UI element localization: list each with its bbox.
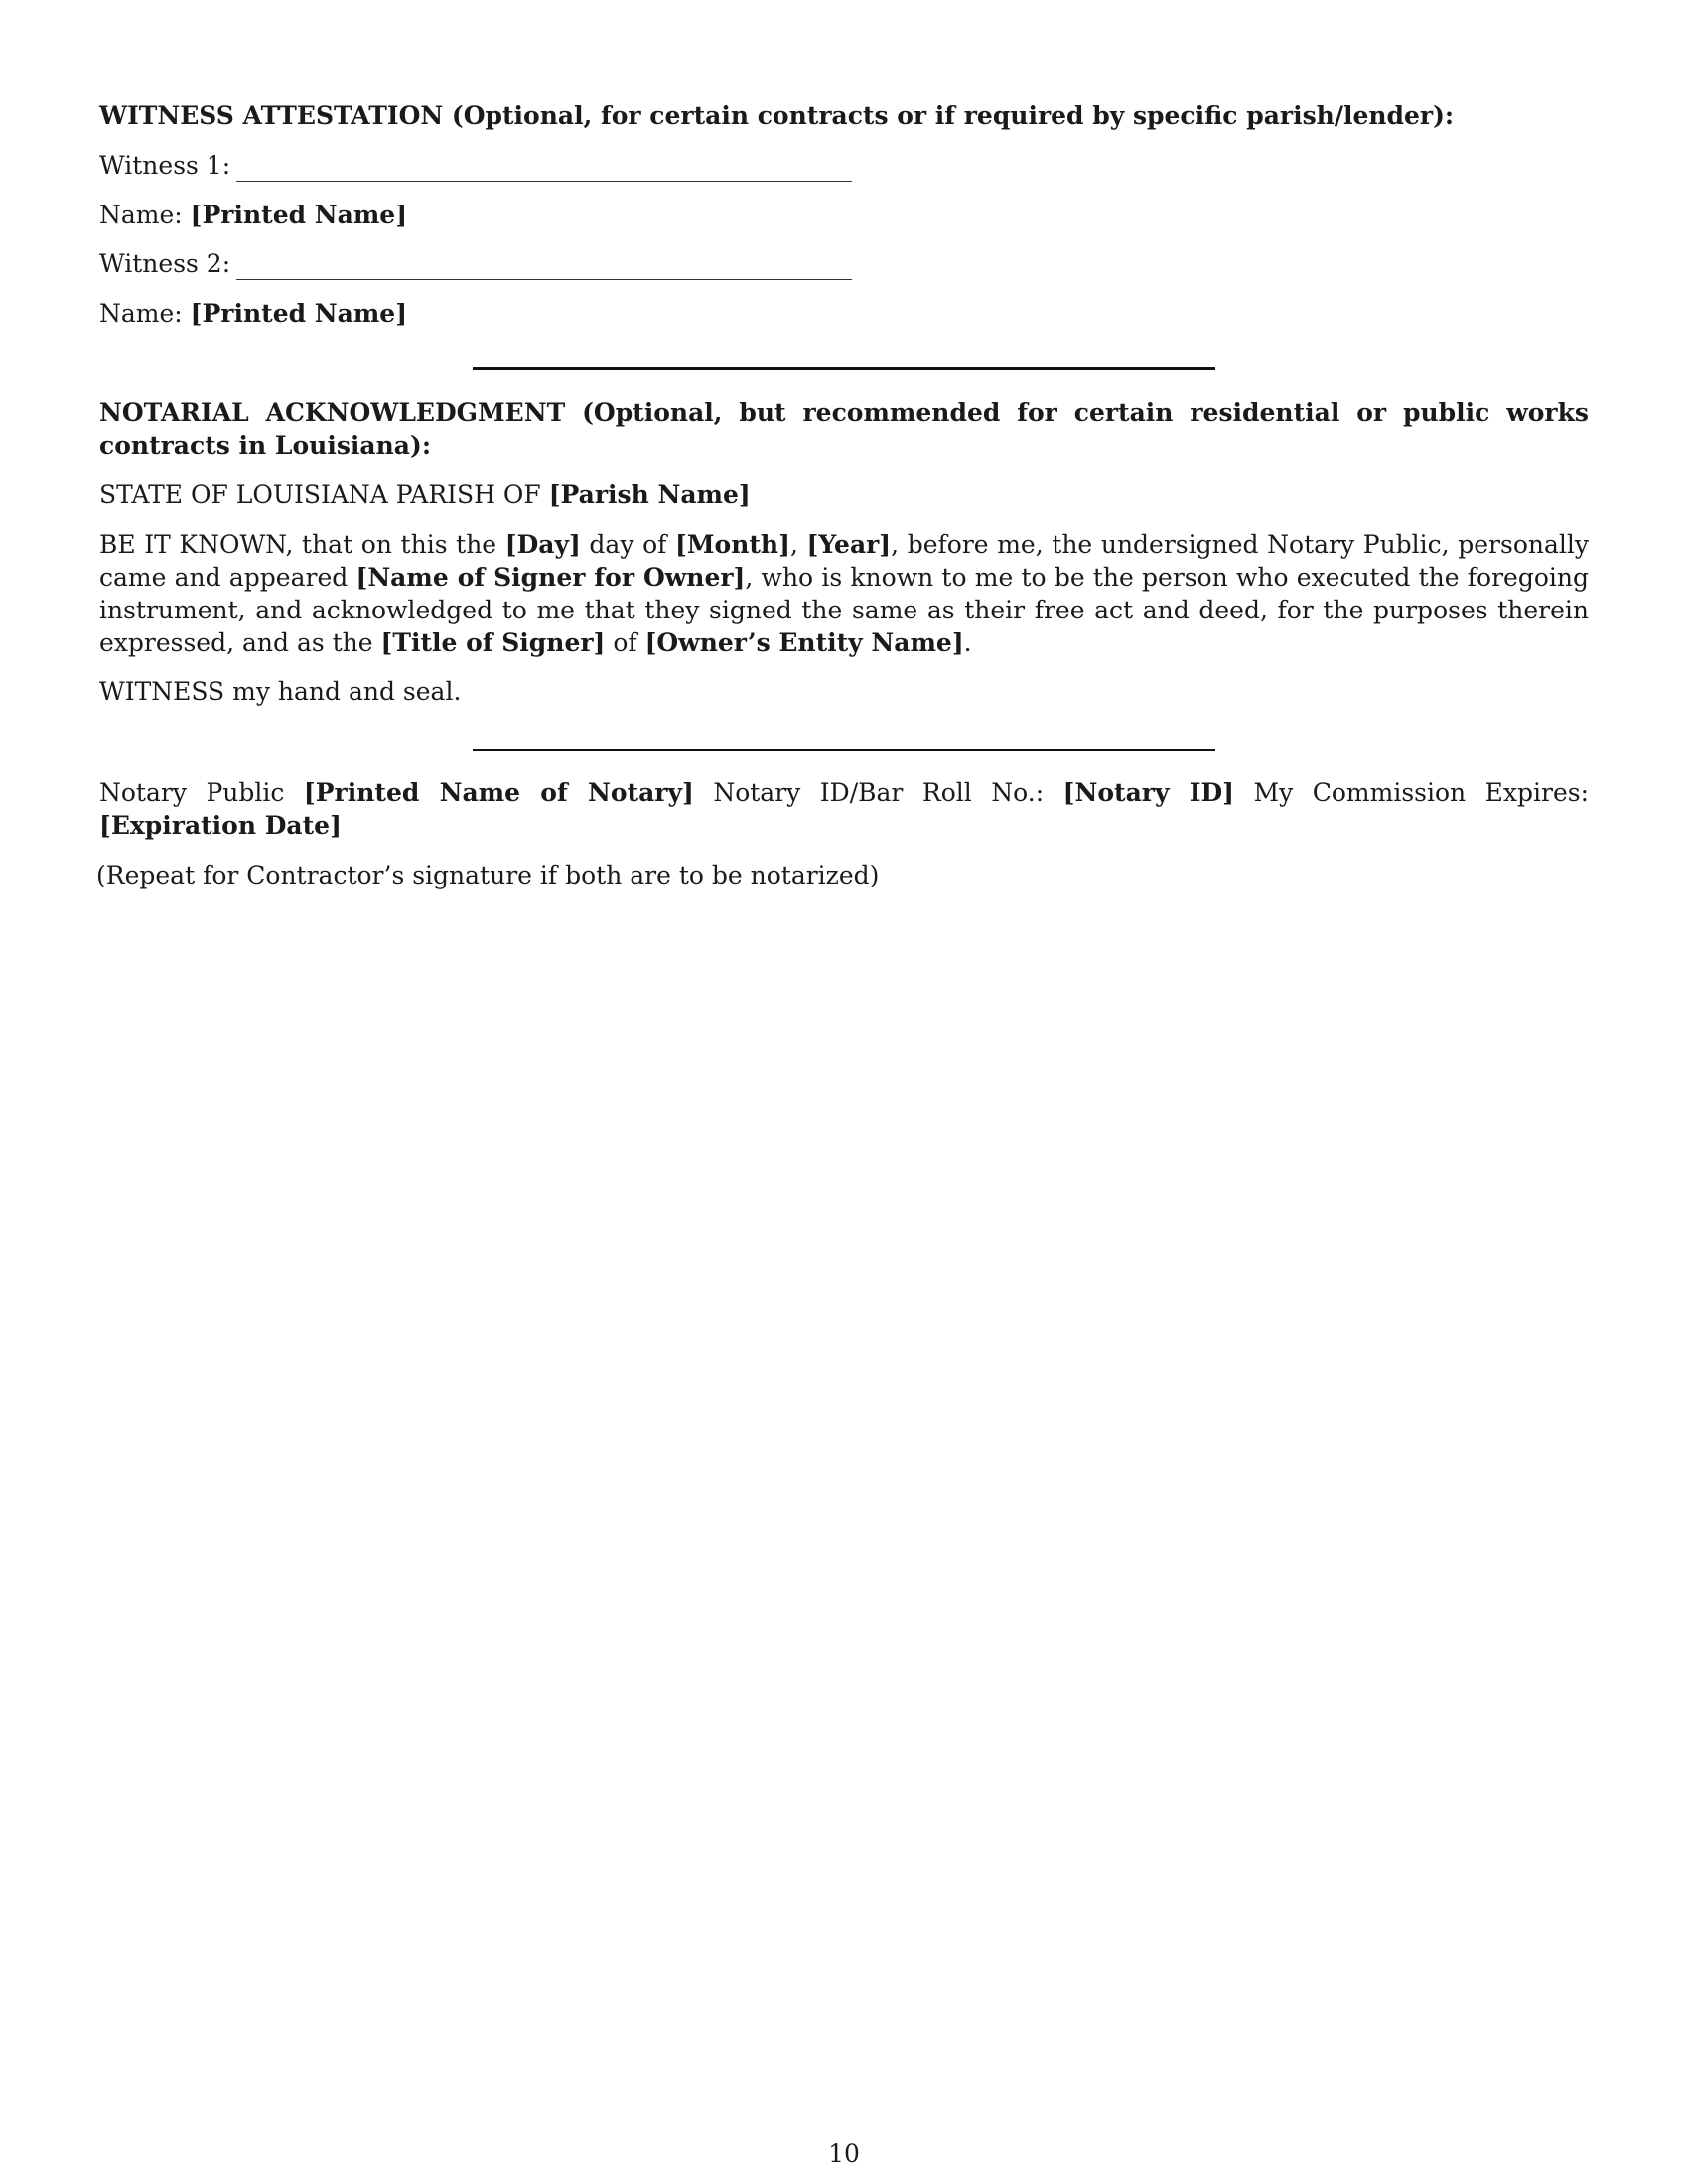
day-placeholder: [Day] bbox=[504, 530, 581, 559]
known-text-6: of bbox=[605, 628, 645, 657]
name-2-label: Name: bbox=[99, 299, 183, 328]
page-number: 10 bbox=[828, 2139, 860, 2168]
be-it-known-paragraph bbox=[99, 528, 1589, 659]
document-page bbox=[96, 0, 1590, 2184]
notary-footer bbox=[99, 776, 1589, 842]
parish-name-placeholder: [Parish Name] bbox=[548, 480, 751, 509]
known-text-1: BE IT KNOWN, that on this the bbox=[99, 530, 505, 559]
notary-public-label: Notary Public bbox=[99, 778, 304, 807]
signer-name-placeholder: [Name of Signer for Owner] bbox=[355, 563, 746, 592]
state-parish-line bbox=[99, 478, 1589, 511]
known-text-2: day of bbox=[580, 530, 676, 559]
section-divider bbox=[473, 367, 1215, 370]
notary-printed-name-placeholder: [Printed Name of Notary] bbox=[303, 778, 694, 807]
witness-1-name-row bbox=[99, 199, 1589, 231]
notary-id-placeholder: [Notary ID] bbox=[1062, 778, 1234, 807]
state-parish-prefix: STATE OF LOUISIANA PARISH OF bbox=[99, 480, 549, 509]
notary-id-label: Notary ID/Bar Roll No.: bbox=[693, 778, 1063, 807]
witness-2-name-row bbox=[99, 297, 1589, 330]
witness-1-signature-line[interactable] bbox=[236, 155, 852, 182]
known-text-5: , who is known to me to be the person who executed the foregoing instrument, and acknowledged to me that they signed the same as their free act and deed, for the purposes therein expressed, and as the bbox=[99, 563, 1590, 657]
repeat-note: (Repeat for Contractor’s signature if both are to be notarized) bbox=[96, 861, 880, 889]
witness-1-label: Witness 1: bbox=[99, 151, 231, 180]
signer-title-placeholder: [Title of Signer] bbox=[380, 628, 606, 657]
owner-entity-placeholder: [Owner’s Entity Name] bbox=[644, 628, 964, 657]
known-text-3: , bbox=[789, 530, 807, 559]
witness-2-signature-line[interactable] bbox=[236, 253, 852, 280]
year-placeholder: [Year] bbox=[806, 530, 892, 559]
name-1-label: Name: bbox=[99, 201, 183, 229]
notary-signature-line[interactable] bbox=[473, 749, 1215, 751]
notarial-acknowledgment-heading: NOTARIAL ACKNOWLEDGMENT (Optional, but recommended for certain residential or public works contracts in Louisiana): bbox=[99, 398, 1589, 460]
commission-expires-label: My Commission Expires: bbox=[1233, 778, 1589, 807]
known-text-7: . bbox=[963, 628, 972, 657]
name-2-value: [Printed Name] bbox=[190, 299, 408, 328]
expiration-date-placeholder: [Expiration Date] bbox=[99, 811, 342, 840]
name-1-value: [Printed Name] bbox=[190, 201, 408, 229]
witness-2-row bbox=[99, 247, 1589, 280]
witness-1-row bbox=[99, 149, 1589, 182]
witness-2-label: Witness 2: bbox=[99, 249, 231, 278]
known-text-4: , before me, the undersigned Notary Public, personally came and appeared bbox=[99, 530, 1589, 592]
witness-hand-seal: WITNESS my hand and seal. bbox=[99, 677, 462, 706]
month-placeholder: [Month] bbox=[675, 530, 790, 559]
witness-attestation-heading: WITNESS ATTESTATION (Optional, for certain contracts or if required by specific parish/lender): bbox=[99, 101, 1455, 130]
